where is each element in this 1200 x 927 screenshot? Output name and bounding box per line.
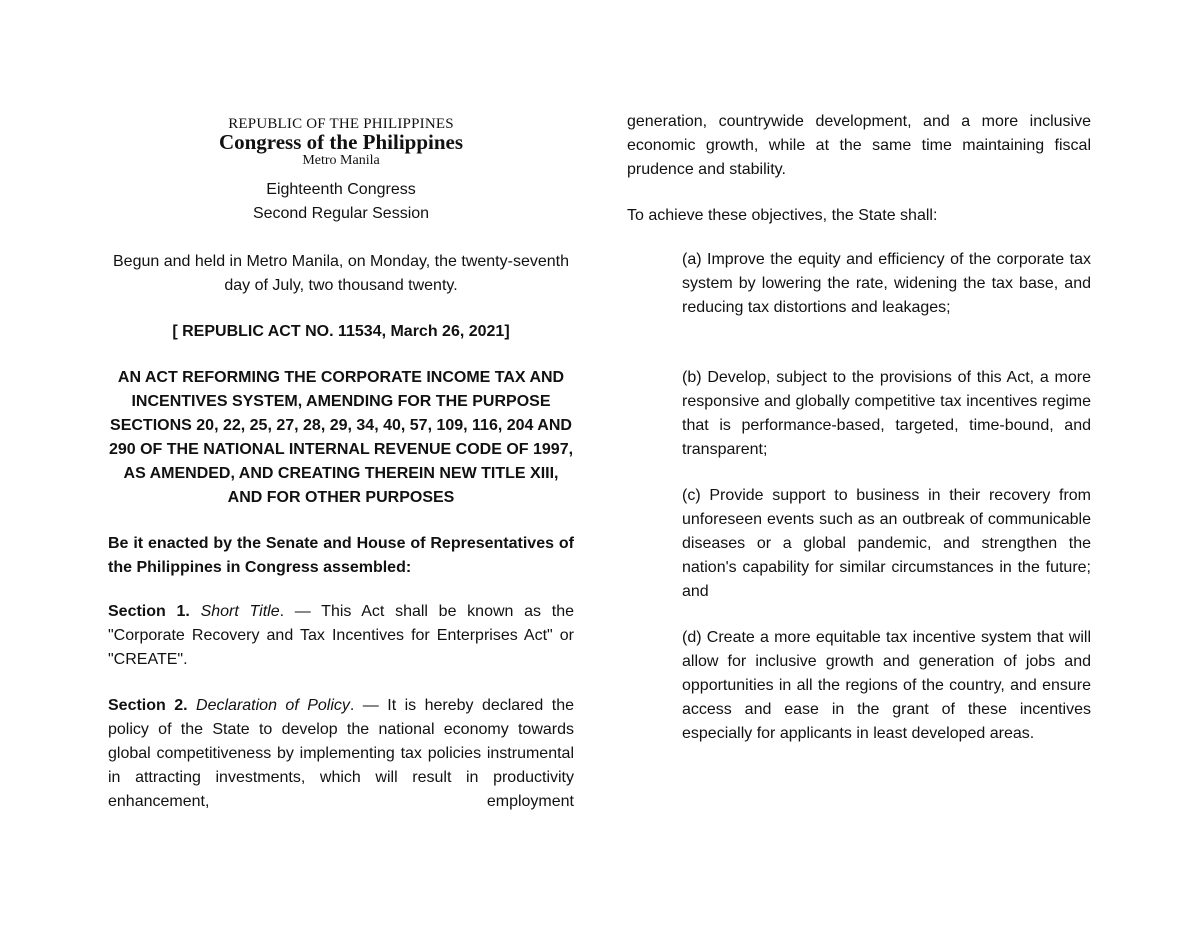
section-2 — [108, 694, 574, 814]
section-1 — [108, 600, 574, 672]
location-heading: Metro Manila — [302, 153, 380, 168]
congress-number: Eighteenth Congress — [266, 181, 416, 198]
act-number: [ REPUBLIC ACT NO. 11534, March 26, 2021] — [172, 323, 510, 340]
section-2-continued: generation, countrywide development, and a more inclusive economic growth, while at the same time maintaining fiscal prudence and stability. — [627, 113, 1091, 178]
section-2-label: Section 2. — [108, 697, 188, 714]
section-1-label: Section 1. — [108, 603, 190, 620]
section-1-text: . — This Act shall be known as the "Corporate Recovery and Tax Incentives for Enterprises Act" or "CREATE". — [108, 603, 574, 668]
session-name: Second Regular Session — [252, 205, 430, 222]
enacting-clause: Be it enacted by the Senate and House of Representatives of the Philippines in Congress assembled: — [108, 535, 574, 576]
objective-c: (c) Provide support to business in their recovery from unforeseen events such as an outbreak of communicable diseases or a global pandemic, and strengthen the nation's capability for similar circumstances in the future; and — [682, 487, 1091, 600]
begun-statement: Begun and held in Metro Manila, on Monday, the twenty-seventh day of July, two thousand twenty. — [113, 253, 569, 294]
republic-heading: REPUBLIC OF THE PHILIPPINES — [228, 116, 454, 132]
section-2-text-left: . — It is hereby declared the policy of the State to develop the national economy towards global competitiveness by implementing tax policies instrumental in attracting investments, which will result in productivity enhancement, employment — [108, 697, 575, 810]
objective-d: (d) Create a more equitable tax incentive system that will allow for inclusive growth and generation of jobs and opportunities in all the regions of the country, and ensure access and ease in the grant of these incentives especially for applicants in least developed areas. — [682, 629, 1091, 742]
objective-b: (b) Develop, subject to the provisions of this Act, a more responsive and globally competitive tax incentives regime that is performance-based, targeted, time-bound, and transparent; — [682, 369, 1091, 458]
section-1-heading: Short Title — [200, 603, 280, 620]
act-title: AN ACT REFORMING THE CORPORATE INCOME TAX AND INCENTIVES SYSTEM, AMENDING FOR THE PURPOSE SECTIONS 20, 22, 25, 27, 28, 29, 34, 40, 57, 109, 116, 204 AND 290 OF THE NATIONAL INTERNAL REVENUE CODE OF 1997, AS AMENDED, AND CREATING THEREIN NEW TITLE XIII, AND FOR OTHER PURPOSES — [108, 369, 574, 506]
congress-heading: Congress of the Philippines — [218, 130, 464, 154]
objectives-intro: To achieve these objectives, the State shall: — [627, 207, 938, 224]
objective-a: (a) Improve the equity and efficiency of the corporate tax system by lowering the rate, widening the tax base, and reducing tax distortions and leakages; — [682, 251, 1091, 316]
section-2-heading: Declaration of Policy — [196, 697, 350, 714]
